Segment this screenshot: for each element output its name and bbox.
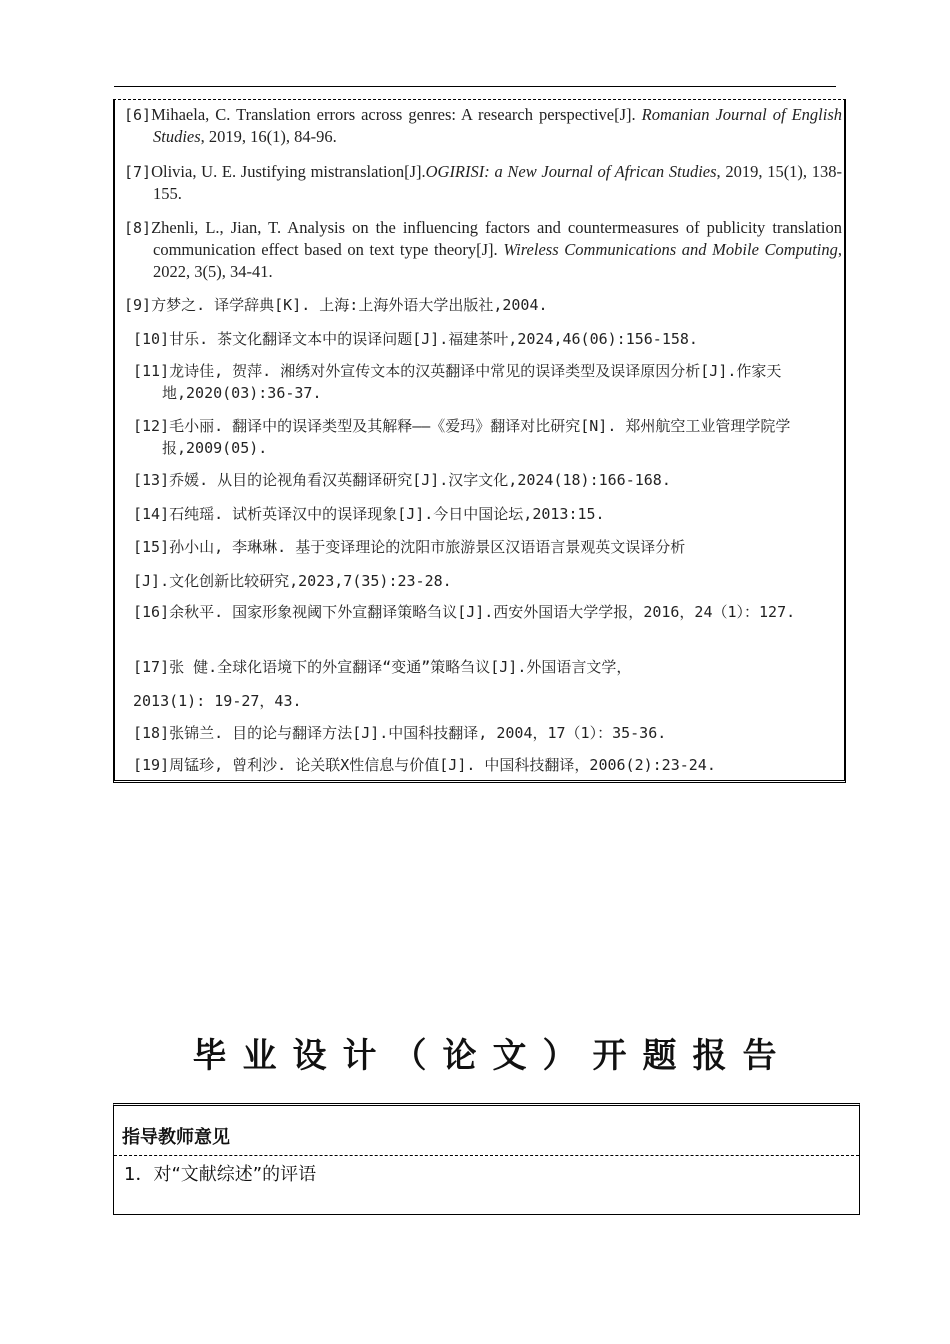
reference-number: [7] [124, 163, 152, 181]
reference-text-continued: 2013(1): 19-27，43. [133, 692, 302, 710]
reference-number: [8] [124, 219, 152, 237]
reference-details: , 2022, 3(5), 34-41. [153, 240, 842, 281]
reference-text: Mihaela, C. Translation errors across genres: A research perspective[J]. [151, 105, 642, 124]
reference-journal: Wireless Communications and Mobile Computing [503, 240, 838, 259]
reference-number: [11] [133, 362, 170, 380]
reference-number: [16] [133, 603, 170, 621]
reference-text: 余秋平. 国家形象视阈下外宣翻译策略刍议[J].西安外国语大学学报，2016，24（1）：127. [169, 603, 796, 621]
reference-item [133, 328, 842, 350]
reference-text: 石纯瑶. 试析英译汉中的误译现象[J].今日中国论坛,2013:15. [169, 505, 605, 523]
reference-text: 周锰珍, 曾利沙. 论关联X性信息与价值[J]. 中国科技翻译，2006(2):23-24. [169, 756, 716, 774]
reference-item [124, 104, 842, 148]
reference-item [124, 217, 842, 283]
reference-item [133, 601, 842, 623]
reference-item [133, 722, 842, 744]
reference-number: [18] [133, 724, 170, 742]
reference-number: [6] [124, 106, 152, 124]
advisor-opinion-table [113, 1103, 860, 1215]
reference-item [133, 503, 842, 525]
reference-details: , 2019, 16(1), 84-96. [200, 127, 337, 146]
reference-text-continued: [J].文化创新比较研究,2023,7(35):23-28. [133, 572, 452, 590]
reference-text: 张 健.全球化语境下的外宣翻译“变通”策略刍议[J].外国语言文学， [169, 658, 632, 676]
reference-text: 乔媛. 从目的论视角看汉英翻译研究[J].汉字文化,2024(18):166-168. [169, 471, 671, 489]
reference-text: 龙诗佳, 贺萍. 湘绣对外宣传文本的汉英翻译中常见的误译类型及误译原因分析[J].作家天地,2020(03):36-37. [162, 362, 782, 402]
report-title: 毕业设计（论文）开题报告 [192, 1036, 793, 1076]
reference-text: 孙小山, 李琳琳. 基于变译理论的沈阳市旅游景区汉语语言景观英文误译分析 [169, 538, 686, 556]
references-box [113, 99, 846, 783]
reference-text: 毛小丽. 翻译中的误译类型及其解释——《爱玛》翻译对比研究[N]. 郑州航空工业管理学院学报,2009(05). [162, 417, 791, 457]
reference-item [133, 469, 842, 491]
reference-journal: OGIRISI: a New Journal of African Studies [425, 162, 717, 181]
header-rule [114, 86, 836, 87]
reference-item [133, 415, 842, 459]
reference-details: , 2019, 15(1), 138-155. [153, 162, 842, 203]
reference-item [133, 656, 842, 712]
table-divider [114, 1155, 859, 1156]
reference-text: Olivia, U. E. Justifying mistranslation[J]. [151, 162, 426, 181]
reference-number: [10] [133, 330, 170, 348]
advisor-opinion-header: 指导教师意见 [122, 1127, 230, 1148]
reference-journal: Romanian Journal of English Studies [153, 105, 842, 146]
reference-number: [14] [133, 505, 170, 523]
reference-number: [12] [133, 417, 170, 435]
reference-text: 张锦兰. 目的论与翻译方法[J].中国科技翻译, 2004，17（1）：35-36. [169, 724, 667, 742]
literature-review-comment-label: 1．对“文献综述”的评语 [124, 1164, 317, 1185]
reference-number: [19] [133, 756, 170, 774]
reference-item [124, 294, 842, 316]
reference-item [133, 360, 842, 404]
reference-number: [17] [133, 658, 170, 676]
reference-item [124, 161, 842, 205]
reference-number: [9] [124, 296, 152, 314]
reference-number: [13] [133, 471, 170, 489]
reference-item [133, 754, 842, 776]
reference-item [133, 536, 842, 592]
reference-text: 甘乐. 茶文化翻译文本中的误译问题[J].福建茶叶,2024,46(06):156-158. [169, 330, 698, 348]
reference-text: Zhenli, L., Jian, T. Analysis on the influencing factors and countermeasures of publicity translation communication effect based on text type theory[J]. [151, 218, 842, 259]
reference-number: [15] [133, 538, 170, 556]
reference-text: 方梦之. 译学辞典[K]. 上海:上海外语大学出版社,2004. [151, 296, 548, 314]
